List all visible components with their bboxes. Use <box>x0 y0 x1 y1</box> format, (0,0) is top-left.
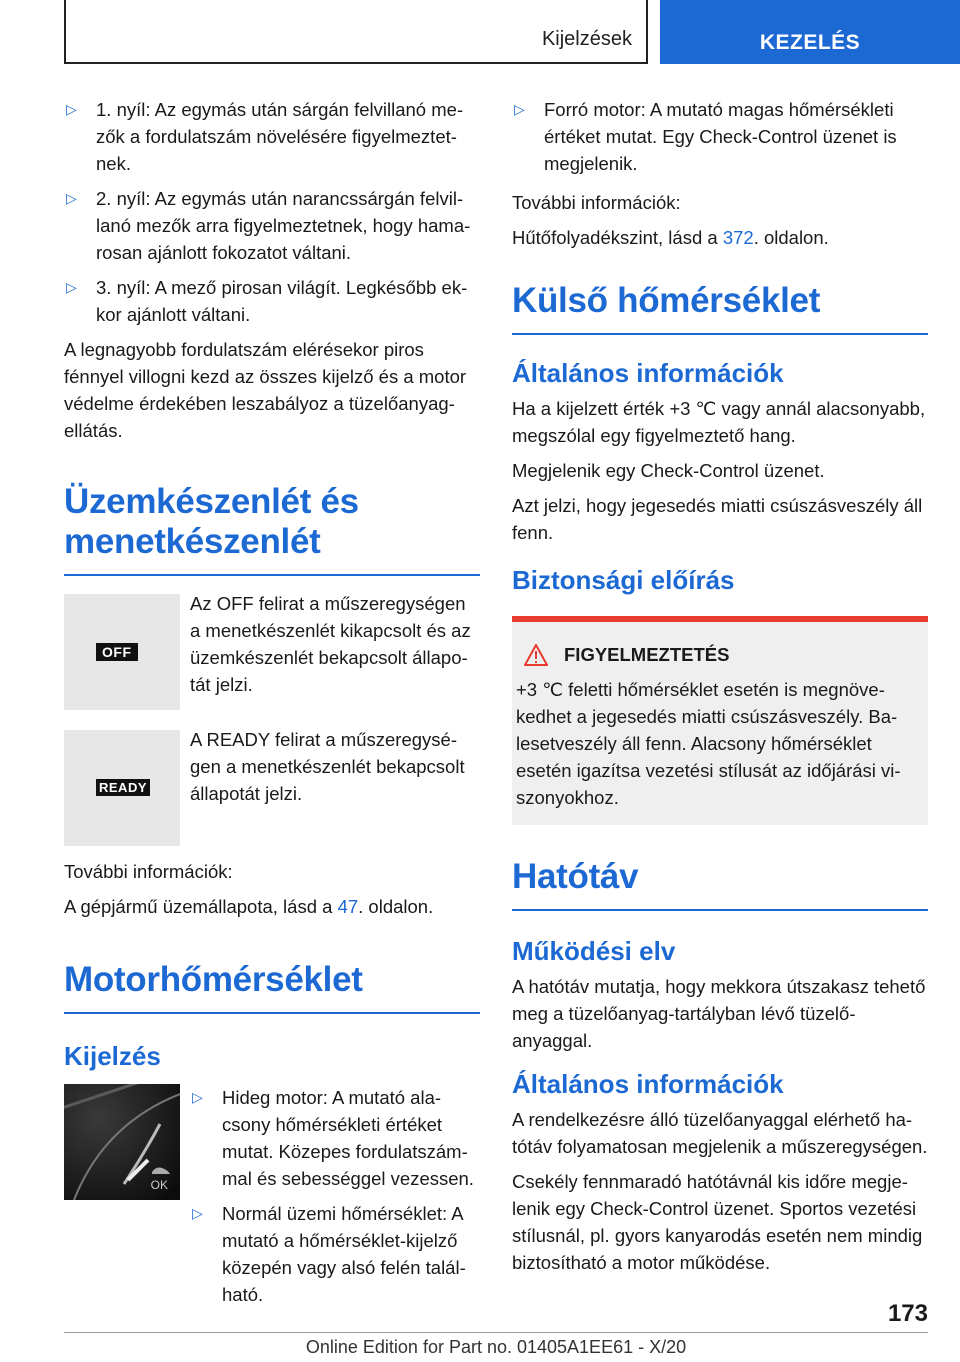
list-item: ▷ Normál üzemi hőmérséklet: A mutató a hőmérséklet-kijelző közepén vagy alsó felén található. <box>190 1200 480 1308</box>
list-item: ▷ 2. nyíl: Az egymás után narancssárgán felvillanó mezők arra figyelmeztetnek, hogy hamarosan ajánlott fokozatot váltani. <box>64 185 480 266</box>
off-figure-row <box>64 594 480 710</box>
outside-paragraph-2: Megjelenik egy Check-Control üzenet. <box>512 460 825 481</box>
bullet-triangle-icon: ▷ <box>192 1205 203 1221</box>
heading-outside-temp: Külső hőmérséklet <box>512 281 928 335</box>
heading-range: Hatótáv <box>512 857 928 911</box>
bullet-triangle-icon: ▷ <box>66 279 77 295</box>
list-item: ▷ 3. nyíl: A mező pirosan világít. Legkésőbb ekkor ajánlott váltani. <box>64 274 480 328</box>
ready-figure-row <box>64 730 480 846</box>
bullet-triangle-icon: ▷ <box>192 1089 203 1105</box>
outside-paragraph-1: Ha a kijelzett érték +3 ℃ vagy annál alacsonyabb, megszólal egy figyelmeztető hang. <box>512 398 926 446</box>
list-item: ▷ Hideg motor: A mutató alacsony hőmérsékleti értéket mutat. Közepes fordulatszámmal és sebességgel vezessen. <box>190 1084 480 1192</box>
ready-display-image <box>64 730 180 846</box>
heading-safety: Biztonsági előírás <box>512 565 735 595</box>
range-paragraph-1: A hatótáv mutatja, hogy mekkora útszakasz tehető meg a tüzelőanyag-tartályban lévő tüzelőanyaggal. <box>512 976 926 1051</box>
page-number: 173 <box>887 1300 928 1327</box>
temperature-gauge-image <box>64 1084 180 1200</box>
ready-description: A READY felirat a műszeregységen a menetkészenlét bekapcsolt állapotát jelzi. <box>190 729 465 804</box>
warning-text: +3 ℃ feletti hőmérséklet esetén is megnövekedhet a jegesedés miatti csúszásveszély. Balesetveszély áll fenn. Alacsony hőmérséklet esetén igazítsa vezetési stílusát az időjárási viszonyokhoz. <box>516 679 901 808</box>
rpm-paragraph: A legnagyobb fordulatszám elérésekor piros fénnyel villogni kezd az összes kijelző és a motor védelme érdekében leszabályoz a tüzelőanyagellátás. <box>64 339 467 441</box>
temp-bullets <box>190 1084 480 1316</box>
page-link[interactable]: 372 <box>722 227 754 248</box>
reference-line: A gépjármű üzemállapota, lásd a 47. oldalon. <box>64 896 434 917</box>
outside-paragraph-3: Azt jelzi, hogy jegesedés miatti csúszásveszély áll fenn. <box>512 495 923 543</box>
list-item: ▷ Forró motor: A mutató magas hőmérsékleti értéket mutat. Egy Check-Control üzenet is megjelenik. <box>512 96 928 177</box>
more-info-label: További információk: <box>64 861 233 882</box>
warning-triangle-icon <box>524 644 548 666</box>
heading-principle: Működési elv <box>512 936 676 966</box>
heading-general-info-2: Általános információk <box>512 1069 784 1099</box>
footer-divider <box>64 1332 928 1333</box>
warning-title: FIGYELMEZTETÉS <box>516 644 918 666</box>
bullet-triangle-icon: ▷ <box>66 190 77 206</box>
warning-box <box>512 616 928 825</box>
left-column <box>64 96 480 1316</box>
more-info-label: További információk: <box>512 192 681 213</box>
footer-edition: Online Edition for Part no. 01405A1EE61 - X/20 <box>305 1337 687 1357</box>
range-paragraph-2: A rendelkezésre álló tüzelőanyaggal elérhető hatótáv folyamatosan megjelenik a műszeregységen. <box>512 1109 928 1157</box>
right-column <box>512 96 928 1284</box>
bullet-triangle-icon: ▷ <box>66 101 77 117</box>
range-paragraph-3: Csekély fennmaradó hatótávnál kis időre megjelenik egy Check-Control üzenet. Sportos vezetési stílusnál, pl. gyors kanyarodás esetén nem mindig biztosítható a motor működése. <box>512 1171 923 1273</box>
heading-engine-temp: Motorhőmérséklet <box>64 960 480 1014</box>
off-description: Az OFF felirat a műszeregységen a menetkészenlét kikapcsolt és az üzemkészenlét bekapcsolt állapotát jelzi. <box>190 593 471 695</box>
heading-display: Kijelzés <box>64 1041 161 1071</box>
reference-line: Hűtőfolyadékszint, lásd a 372. oldalon. <box>512 227 829 248</box>
header-section-title: Kijelzések <box>541 28 632 50</box>
list-item: ▷ 1. nyíl: Az egymás után sárgán felvillanó mezők a fordulatszám növelésére figyelmeztetnek. <box>64 96 480 177</box>
header-section-box <box>64 0 648 64</box>
heading-standby: Üzemkészenlét és menetkészenlét <box>64 482 480 576</box>
off-display-image <box>64 594 180 710</box>
page-link[interactable]: 47 <box>337 896 359 917</box>
temp-figure-row <box>64 1084 480 1316</box>
header-chapter-tab: KEZELÉS <box>660 0 960 64</box>
heading-general-info: Általános információk <box>512 358 784 388</box>
off-badge: OFF <box>96 643 138 661</box>
bullet-triangle-icon: ▷ <box>514 101 525 117</box>
ready-badge: READY <box>96 779 150 796</box>
gauge-ok-label: OK <box>150 1178 168 1192</box>
